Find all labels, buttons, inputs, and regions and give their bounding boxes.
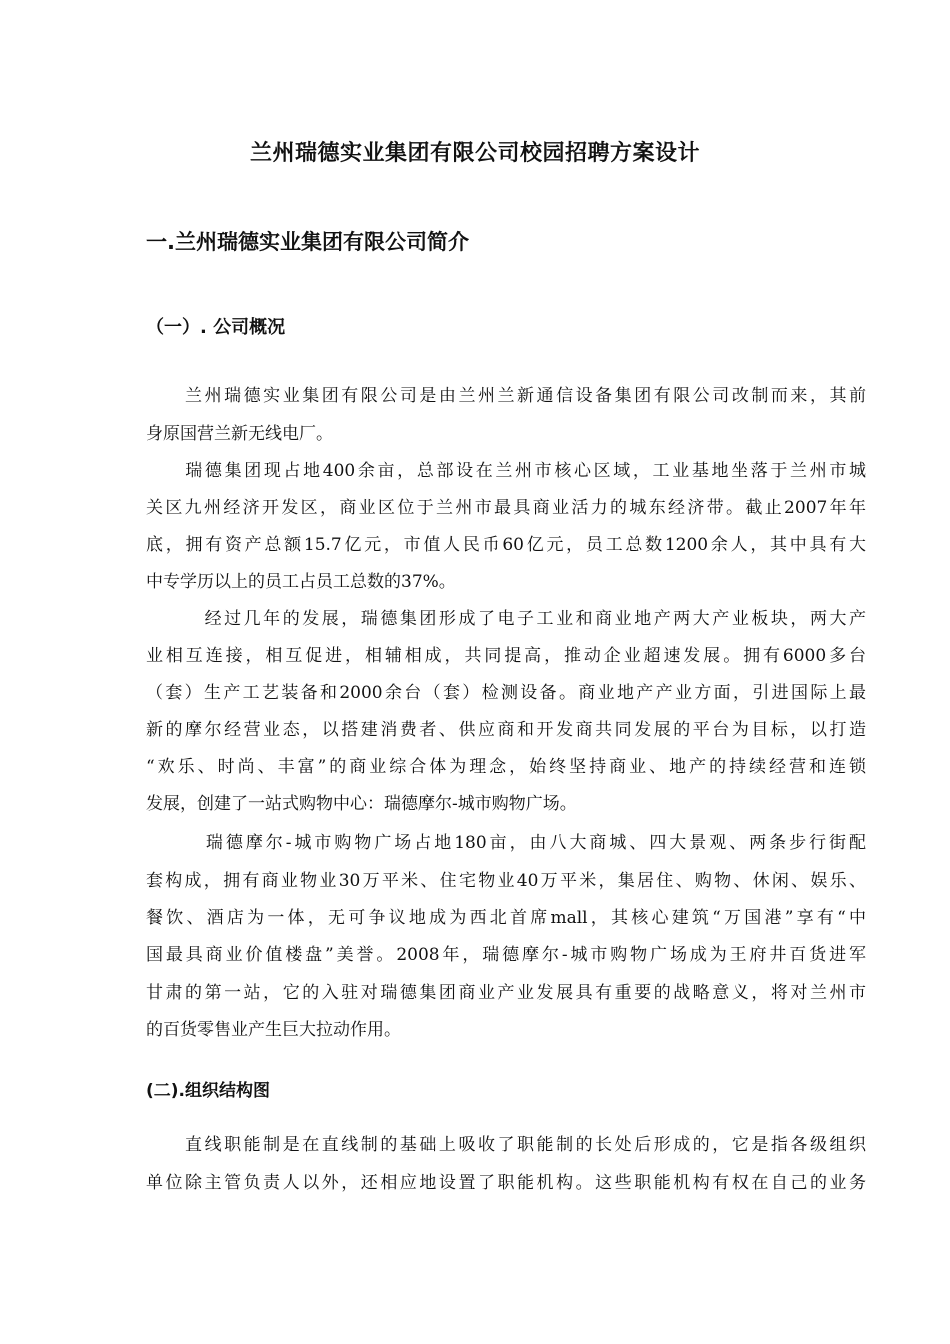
paragraph-line: 经过几年的发展，瑞德集团形成了电子工业和商业地产两大产业板块，两大产: [146, 609, 866, 629]
document-title: 兰州瑞德实业集团有限公司校园招聘方案设计: [249, 141, 700, 166]
paragraph-line: 中专学历以上的员工占员工总数的37%。: [146, 572, 456, 592]
paragraph-line: 餐饮、酒店为一体，无可争议地成为西北首席mall，其核心建筑“万国港”享有“中: [146, 908, 866, 928]
paragraph-line: 直线职能制是在直线制的基础上吸收了职能制的长处后形成的，它是指各级组织: [146, 1135, 866, 1155]
section-heading-company-intro: 一.兰州瑞德实业集团有限公司简介: [146, 230, 469, 254]
paragraph-line: 套构成，拥有商业物业30万平米、住宅物业40万平米，集居住、购物、休闲、娱乐、: [146, 871, 866, 891]
paragraph-line: 瑞德摩尔-城市购物广场占地180亩，由八大商城、四大景观、两条步行街配: [146, 833, 866, 853]
paragraph-line: 身原国营兰新无线电厂。: [146, 424, 333, 444]
paragraph-line: “欢乐、时尚、丰富”的商业综合体为理念，始终坚持商业、地产的持续经营和连锁: [146, 757, 866, 777]
paragraph-line: 甘肃的第一站，它的入驻对瑞德集团商业产业发展具有重要的战略意义，将对兰州市: [146, 983, 866, 1003]
paragraph-line: 兰州瑞德实业集团有限公司是由兰州兰新通信设备集团有限公司改制而来，其前: [146, 386, 866, 406]
paragraph-line: 关区九州经济开发区，商业区位于兰州市最具商业活力的城东经济带。截止2007年年: [146, 498, 866, 518]
paragraph-line: 的百货零售业产生巨大拉动作用。: [146, 1020, 401, 1040]
subsection-heading-org-chart: (二).组织结构图: [146, 1081, 270, 1101]
subsection-heading-overview: （一）. 公司概况: [146, 317, 286, 338]
paragraph-line: （套）生产工艺装备和2000余台（套）检测设备。商业地产产业方面，引进国际上最: [146, 683, 866, 703]
paragraph-line: 国最具商业价值楼盘”美誉。2008年，瑞德摩尔-城市购物广场成为王府井百货进军: [146, 945, 866, 965]
paragraph-line: 底，拥有资产总额15.7亿元，市值人民币60亿元，员工总数1200余人，其中具有大: [146, 535, 866, 555]
paragraph-line: 新的摩尔经营业态，以搭建消费者、供应商和开发商共同发展的平台为目标，以打造: [146, 720, 866, 740]
paragraph-line: 单位除主管负责人以外，还相应地设置了职能机构。这些职能机构有权在自己的业务: [146, 1173, 866, 1193]
paragraph-line: 发展，创建了一站式购物中心：瑞德摩尔-城市购物广场。: [146, 794, 577, 814]
paragraph-line: 瑞德集团现占地400余亩，总部设在兰州市核心区域，工业基地坐落于兰州市城: [146, 461, 866, 481]
paragraph-line: 业相互连接，相互促进，相辅相成，共同提高，推动企业超速发展。拥有6000多台: [146, 646, 866, 666]
